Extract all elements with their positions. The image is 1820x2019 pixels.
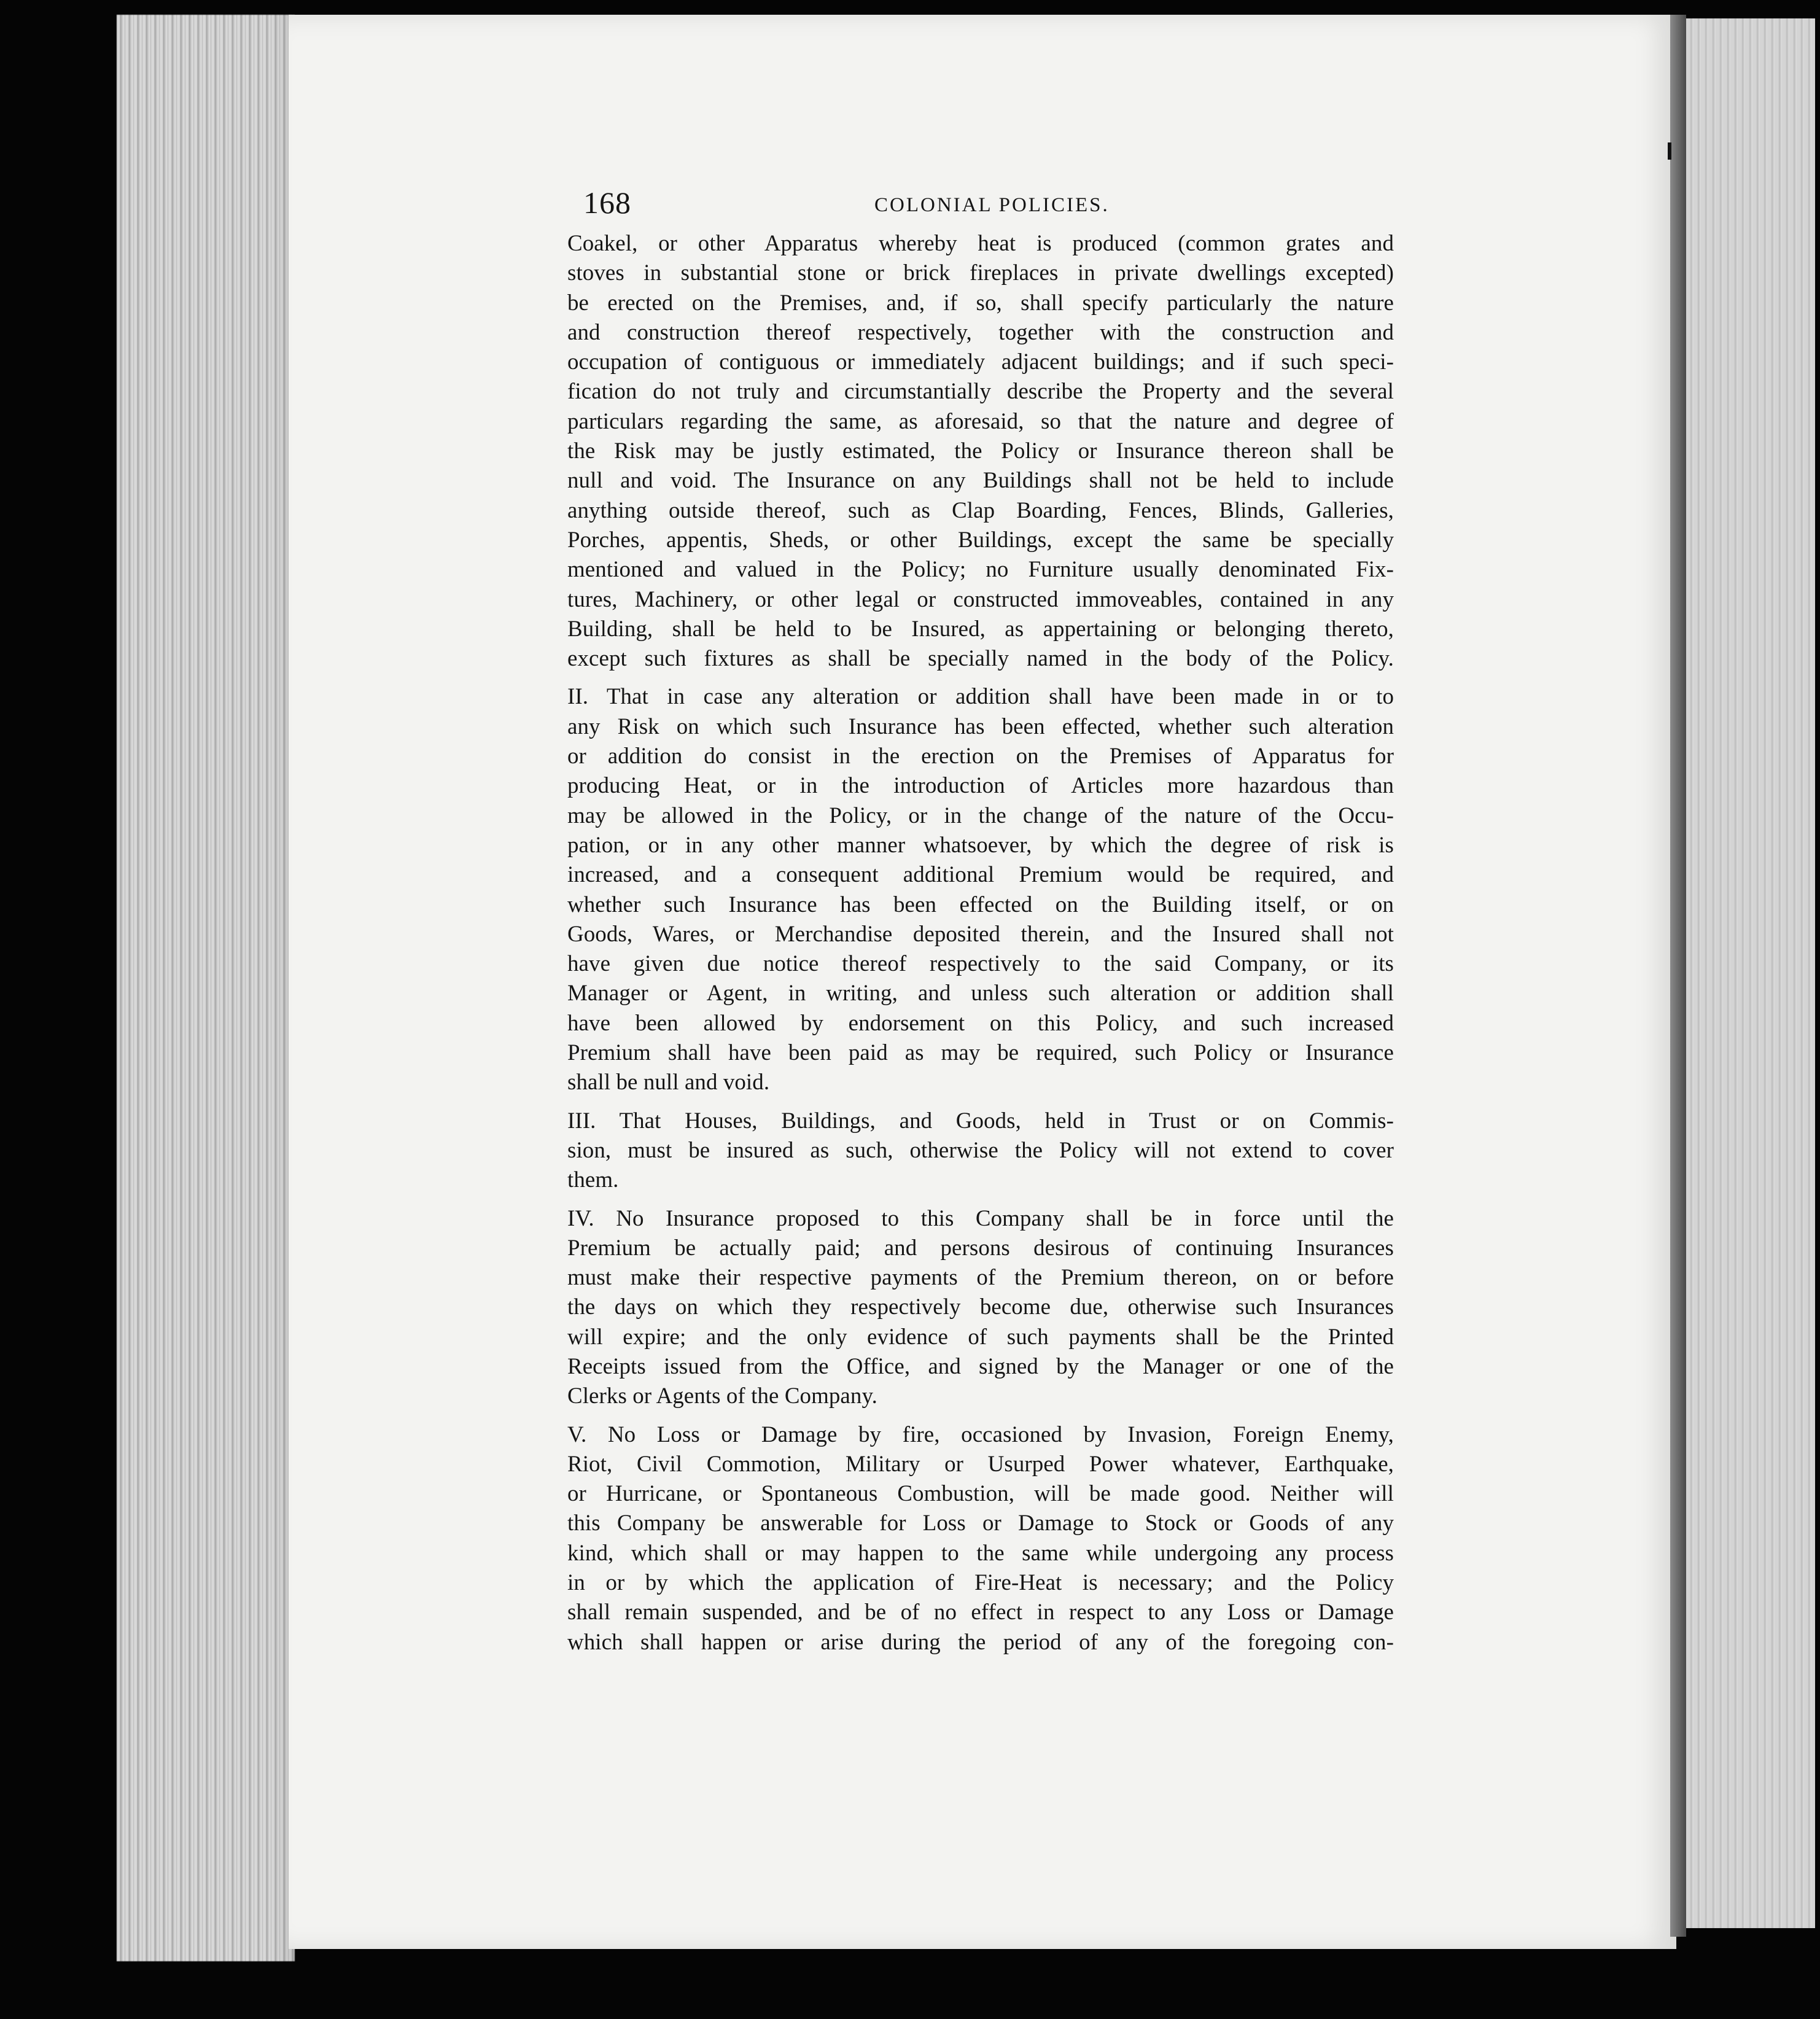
text-line: or addition do consist in the erection on the Premises of Apparatus for bbox=[567, 743, 1394, 769]
text-line: Manager or Agent, in writing, and unless such alteration or addition shall bbox=[567, 980, 1394, 1006]
text-line: anything outside thereof, such as Clap Boarding, Fences, Blinds, Galleries, bbox=[567, 497, 1394, 523]
paragraph-clause-2 bbox=[567, 682, 1394, 1097]
text-line: Porches, appentis, Sheds, or other Buildings, except the same be specially bbox=[567, 526, 1394, 552]
text-line: increased, and a consequent additional Premium would be required, and bbox=[567, 862, 1394, 887]
text-line: Goods, Wares, or Merchandise deposited therein, and the Insured shall not bbox=[567, 920, 1394, 946]
book-page-edges-left bbox=[117, 15, 295, 1961]
text-line: Building, shall be held to be Insured, as appertaining or belonging thereto, bbox=[567, 615, 1394, 641]
text-line: which shall happen or arise during the period of any of the foregoing con- bbox=[567, 1628, 1394, 1654]
text-block bbox=[567, 184, 1394, 1657]
running-head bbox=[567, 184, 1394, 228]
text-line: producing Heat, or in the introduction of Articles more hazardous than bbox=[567, 772, 1394, 798]
text-line: Riot, Civil Commotion, Military or Usurped Power whatever, Earthquake, bbox=[567, 1450, 1394, 1476]
text-line: Premium shall have been paid as may be required, such Policy or Insurance bbox=[567, 1040, 1394, 1065]
text-line: be erected on the Premises, and, if so, shall specify particularly the nature bbox=[567, 289, 1394, 315]
text-line: this Company be answerable for Loss or Damage to Stock or Goods of any bbox=[567, 1510, 1394, 1536]
paragraph-clause-3 bbox=[567, 1106, 1394, 1195]
paragraph-continuation bbox=[567, 228, 1394, 673]
book-gutter bbox=[1670, 15, 1686, 1937]
text-line: Receipts issued from the Office, and signed by the Manager or one of the bbox=[567, 1353, 1394, 1379]
text-line: or Hurricane, or Spontaneous Combustion, will be made good. Neither will bbox=[567, 1480, 1394, 1506]
text-line: mentioned and valued in the Policy; no Furniture usually denominated Fix- bbox=[567, 556, 1394, 582]
text-line: the Risk may be justly estimated, the Policy or Insurance thereon shall be bbox=[567, 438, 1394, 464]
text-line: shall be null and void. bbox=[567, 1069, 770, 1095]
text-line: stoves in substantial stone or brick fireplaces in private dwellings excepted) bbox=[567, 260, 1394, 286]
running-title: COLONIAL POLICIES. bbox=[874, 194, 1110, 216]
text-line: may be allowed in the Policy, or in the change of the nature of the Occu- bbox=[567, 802, 1394, 828]
text-line: V. No Loss or Damage by fire, occasioned by Invasion, Foreign Enemy, bbox=[567, 1421, 1394, 1447]
text-line: the days on which they respectively become due, otherwise such Insurances bbox=[567, 1294, 1394, 1320]
text-line: any Risk on which such Insurance has been effected, whether such alteration bbox=[567, 713, 1394, 739]
text-line: sion, must be insured as such, otherwise the Policy will not extend to cover bbox=[567, 1137, 1394, 1162]
text-line: null and void. The Insurance on any Buildings shall not be held to include bbox=[567, 467, 1394, 493]
text-line: will expire; and the only evidence of such payments shall be the Printed bbox=[567, 1323, 1394, 1349]
text-line: tures, Machinery, or other legal or constructed immoveables, contained in any bbox=[567, 586, 1394, 612]
text-line: Coakel, or other Apparatus whereby heat is produced (common grates and bbox=[567, 230, 1394, 255]
text-line: II. That in case any alteration or addition shall have been made in or to bbox=[567, 683, 1394, 709]
text-line: pation, or in any other manner whatsoever, by which the degree of risk is bbox=[567, 831, 1394, 857]
page-number: 168 bbox=[583, 185, 631, 220]
text-line: shall remain suspended, and be of no effect in respect to any Loss or Damage bbox=[567, 1599, 1394, 1625]
text-line: fication do not truly and circumstantially describe the Property and the several bbox=[567, 378, 1394, 404]
text-line: except such fixtures as shall be specially named in the body of the Policy. bbox=[567, 645, 1394, 671]
text-line: kind, which shall or may happen to the same while undergoing any process bbox=[567, 1539, 1394, 1565]
text-line: them. bbox=[567, 1167, 619, 1192]
text-line: Premium be actually paid; and persons desirous of continuing Insurances bbox=[567, 1234, 1394, 1260]
text-line: in or by which the application of Fire-Heat is necessary; and the Policy bbox=[567, 1570, 1394, 1595]
text-line: must make their respective payments of the Premium thereon, on or before bbox=[567, 1264, 1394, 1290]
text-line: particulars regarding the same, as aforesaid, so that the nature and degree of bbox=[567, 408, 1394, 434]
margin-mark bbox=[1668, 142, 1671, 160]
text-line: have been allowed by endorsement on this Policy, and such increased bbox=[567, 1009, 1394, 1035]
paragraph-clause-4 bbox=[567, 1204, 1394, 1411]
text-line: whether such Insurance has been effected on the Building itself, or on bbox=[567, 891, 1394, 917]
paragraph-clause-5 bbox=[567, 1420, 1394, 1657]
text-line: have given due notice thereof respectively to the said Company, or its bbox=[567, 951, 1394, 976]
text-line: III. That Houses, Buildings, and Goods, held in Trust or on Commis- bbox=[567, 1107, 1394, 1133]
text-line: occupation of contiguous or immediately adjacent buildings; and if such speci- bbox=[567, 349, 1394, 375]
text-line: and construction thereof respectively, together with the construction and bbox=[567, 319, 1394, 344]
text-line: IV. No Insurance proposed to this Company shall be in force until the bbox=[567, 1205, 1394, 1231]
text-line: Clerks or Agents of the Company. bbox=[567, 1383, 877, 1409]
book-page-edges-right bbox=[1686, 18, 1815, 1928]
